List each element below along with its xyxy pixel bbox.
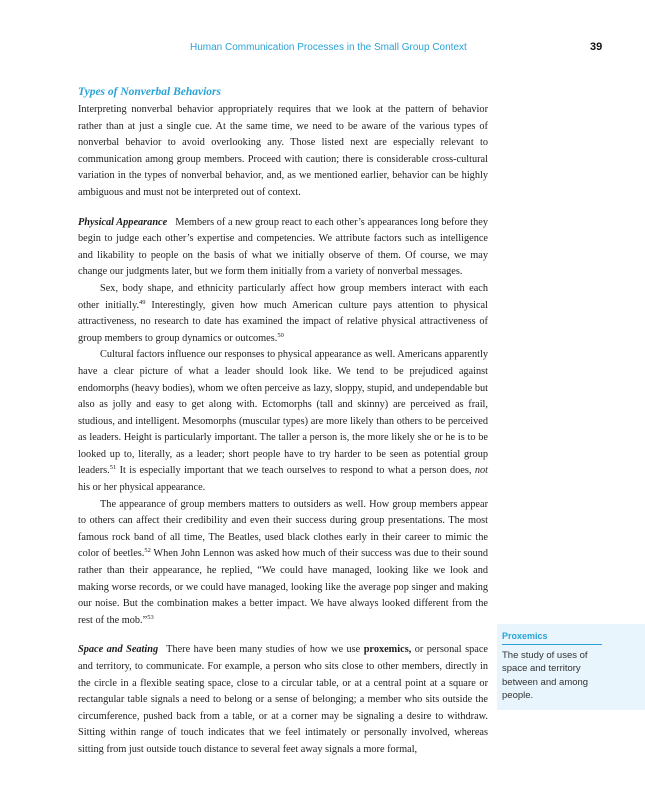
space-seating-paragraph: Space and Seating There have been many studies of how we use proxemics, or personal space and territory, to communicate. For example, a person who sits close to other members, directly in the circle in a flexible seating space, close to a circular table, or at a central point at a square or rectangular table signals a need to belong or a sense of belonging; a member who sits outside the circumference, pushed back from a table, or at a corner may be signaling a desire to withdraw. Sitting within range of touch indicates that we feel intimately or personally involved, whereas sitting from just outside touch distance to several feet away signals a more formal, <box>78 644 488 755</box>
footnote-ref: 52 <box>144 547 151 555</box>
body-shape-paragraph: Sex, body shape, and ethnicity particularly affect how group members interact with each other initially.$^{49}$ Interestingly, given how much American culture pays attention to physical attractiveness, no research to date has examined the impact of relative physical attractiveness of group members to group dynamics or outcomes.$^{50}$ <box>78 282 488 344</box>
footnote-ref: 51 <box>109 464 117 472</box>
page-number: 39 <box>590 41 603 53</box>
glossary-term: Proxemics <box>502 631 602 645</box>
footnote-ref: 50 <box>277 331 284 339</box>
outsiders-paragraph: The appearance of group members matters to outsiders as well. How group members appear to others can affect their credibility and even their success during group presentations. The most famous rock band of all time, The Beatles, used black clothes early in their career to mimic the color of beetles.$^{52}$ When John Lennon was asked how much of their success was due to their sound rather than their appearance, he replied, “We could have managed, looking like we look and making worse records, or we could have managed, looking like the average pop singer and making our noise. But the combination makes a better impact. We have always looked different from the rest of the mob.”$^{53}$ <box>78 498 488 626</box>
cultural-factors-paragraph: Cultural factors influence our responses to physical appearance as well. Americans apparently have a clear picture of what a leader should look like. We tend to be prejudiced against endomorphs (heavy bodies), whom we often perceive as lazy, sloppy, stupid, and undependable but also as jolly and easy to get along with. Ectomorphs (tall and skinny) are perceived as frail, studious, and intelligent. Mesomorphs (muscular types) are more likely than others to be perceived as leaders. Height is particularly important. The taller a person is, the more likely she or he is to be looked up to, literally, as a leader; short people have to try harder to be seen as potential group leaders.$^{51}$ It is especially important that we teach ourselves to respond to what a person does, not his or her physical appearance. <box>78 349 488 494</box>
proxemics-keyword: proxemics, <box>363 644 412 656</box>
glossary-definition: The study of uses of space and territory between and among people. <box>502 650 589 702</box>
footnote-ref: 53 <box>147 613 154 621</box>
intro-paragraph: Interpreting nonverbal behavior appropriately requires that we look at the pattern of behavior rather than at just a single cue. At the same time, we need to be aware of the various types of nonverbal behavior to avoid overlooking any. Those listed next are especially relevant to communication among group members. Proceed with caution; there is considerable cross-cultural variation in the types of nonverbal behavior, and, as we mentioned earlier, behavior can be highly ambiguous and must not be interpreted out of context. <box>78 104 488 198</box>
space-seating-heading: Space and Seating <box>78 644 159 656</box>
main-text-column <box>78 84 488 759</box>
physical-appearance-paragraph: Physical Appearance Members of a new group react to each other’s appearances long before they begin to judge each other’s expertise and competencies. We attribute factors such as intelligence and likability to people on the basis of what we initially observe of them. Of course, we may change our judgments later, but we form them initially from a variety of nonverbal messages. <box>78 216 488 278</box>
footnote-ref: 49 <box>139 298 146 306</box>
physical-appearance-heading: Physical Appearance <box>78 216 168 228</box>
section-heading: Types of Nonverbal Behaviors <box>78 86 221 98</box>
running-header: Human Communication Processes in the Small Group Context <box>190 42 467 53</box>
